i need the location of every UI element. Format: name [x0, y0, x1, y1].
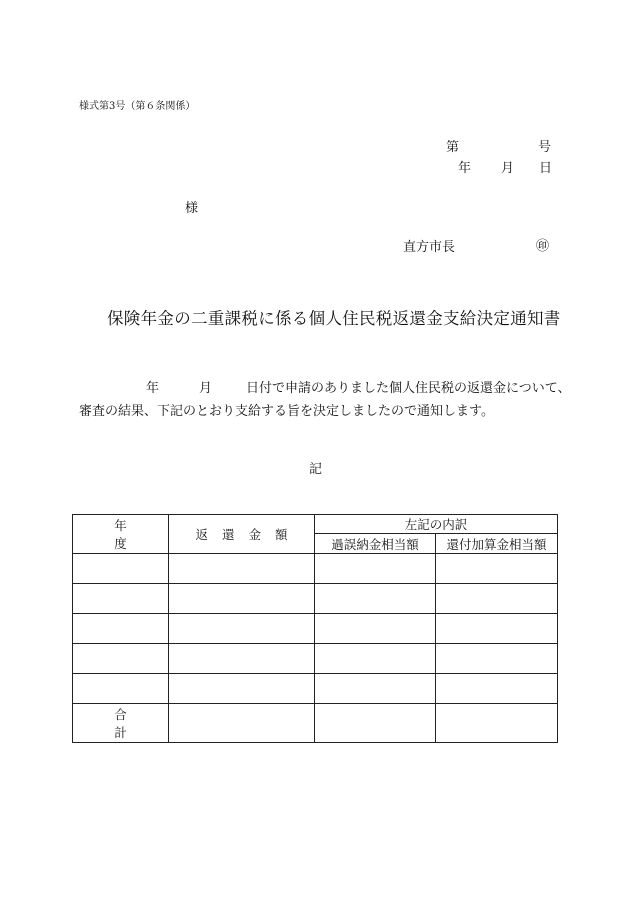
cell-refund-addition-equivalent — [436, 584, 558, 614]
cell-refund-addition-equivalent — [436, 614, 558, 644]
total-label: 合計 — [73, 704, 169, 743]
cell-overpaid-equivalent — [315, 644, 436, 674]
body-paragraph-line1 — [146, 377, 571, 396]
cell-refund-amount — [169, 614, 315, 644]
cell-fiscal-year — [73, 614, 169, 644]
body-month-label: 月 — [199, 381, 213, 396]
cell-overpaid-equivalent — [315, 674, 436, 704]
refund-table — [72, 514, 558, 743]
cell-fiscal-year — [73, 584, 169, 614]
record-heading: 記 — [309, 462, 323, 477]
table-row — [73, 554, 558, 584]
date-month-label: 月 — [501, 161, 515, 176]
cell-overpaid-equivalent — [315, 614, 436, 644]
form-number: 様式第3号（第６条関係） — [79, 101, 196, 112]
total-refund-amount — [169, 704, 315, 743]
header-overpaid-equivalent: 過誤納金相当額 — [315, 534, 436, 554]
document-number-suffix: 号 — [538, 140, 552, 155]
cell-fiscal-year — [73, 644, 169, 674]
cell-fiscal-year — [73, 674, 169, 704]
total-refund-addition-equivalent — [436, 704, 558, 743]
table-row — [73, 584, 558, 614]
total-overpaid-equivalent — [315, 704, 436, 743]
table-header-row — [73, 515, 558, 534]
body-year-label: 年 — [146, 381, 160, 396]
cell-refund-addition-equivalent — [436, 674, 558, 704]
cell-fiscal-year — [73, 554, 169, 584]
table-row — [73, 644, 558, 674]
cell-overpaid-equivalent — [315, 584, 436, 614]
cell-refund-amount — [169, 644, 315, 674]
body-paragraph-line2: 審査の結果、下記のとおり支給する旨を決定しましたので通知します。 — [79, 404, 494, 419]
header-fiscal-year: 年度 — [73, 515, 169, 554]
cell-refund-amount — [169, 554, 315, 584]
cell-refund-amount — [169, 674, 315, 704]
document-number-label: 第 — [446, 140, 460, 155]
table-row — [73, 614, 558, 644]
table-total-row — [73, 704, 558, 743]
cell-refund-addition-equivalent — [436, 644, 558, 674]
header-refund-amount: 返還金額 — [169, 515, 315, 554]
body-line1-text: 日付で申請のありました個人住民税の返還金について、 — [246, 381, 571, 396]
cell-refund-amount — [169, 584, 315, 614]
cell-overpaid-equivalent — [315, 554, 436, 584]
header-breakdown: 左記の内訳 — [315, 515, 558, 534]
date-day-label: 日 — [539, 161, 553, 176]
table-row — [73, 674, 558, 704]
issuer-title: 直方市長 — [403, 240, 456, 255]
date-year-label: 年 — [458, 161, 472, 176]
header-refund-addition-equivalent: 還付加算金相当額 — [436, 534, 558, 554]
refund-table-body — [73, 515, 558, 743]
seal-mark: ㊞ — [536, 239, 550, 254]
recipient-honorific: 様 — [185, 201, 199, 216]
cell-refund-addition-equivalent — [436, 554, 558, 584]
document-title: 保険年金の二重課税に係る個人住民税返還金支給決定通知書 — [107, 309, 561, 328]
